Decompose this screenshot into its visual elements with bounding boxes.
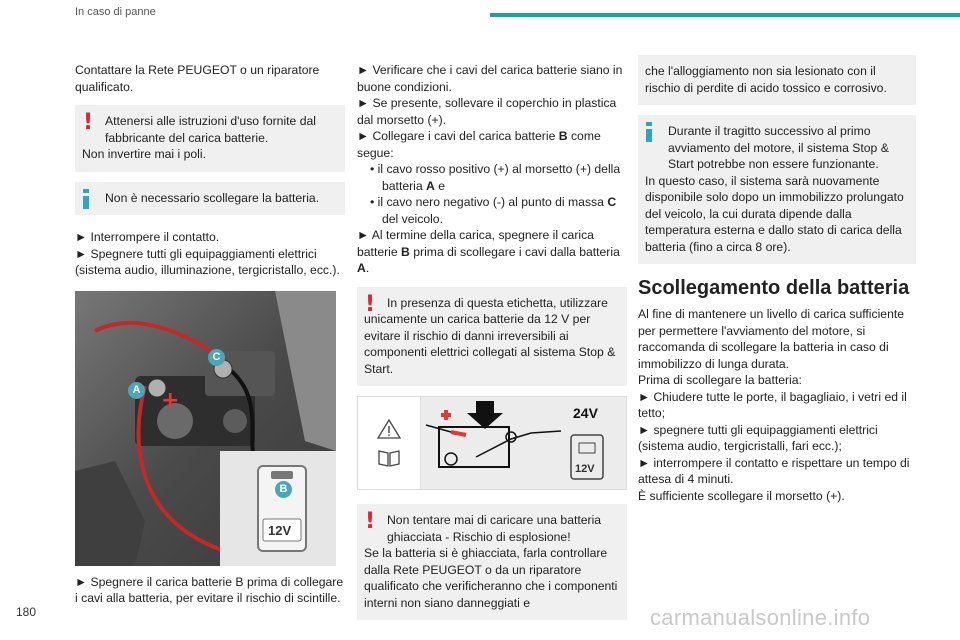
- manual-book-icon: [377, 449, 401, 467]
- label-c: C: [208, 349, 225, 366]
- body-text: Al fine di mantenere un livello di carica sufficiente per permettere l'avviamento del motore, si raccomanda di scollegare la batteria in caso di immobilizzo di lunga durata.: [638, 307, 905, 371]
- warning-box-12v: [357, 287, 627, 387]
- column-1: [75, 62, 345, 607]
- label-b: B: [275, 481, 292, 498]
- step-text: ► Spegnere tutti gli equipaggiamenti elettrici (sistema audio, illuminazione, tergicristallo, ecc.).: [75, 246, 340, 277]
- intro-text: Contattare la Rete PEUGEOT o un riparatore qualificato.: [75, 63, 320, 94]
- step-text: ► Verificare che i cavi del carica batterie siano in buone condizioni.: [357, 63, 623, 94]
- page-number: 180: [16, 605, 37, 619]
- warning-text: Se la batteria si è ghiacciata, farla controllare dalla Rete PEUGEOT o da un riparatore qualificato che verificheranno che i componenti interni non siano danneggiati e: [364, 546, 618, 610]
- warning-text: In presenza di questa etichetta, utilizzare unicamente un carica batterie da 12 V per evitare il rischio di danni irreversibili ai componenti elettrici collegati al sistema Stop & Start.: [364, 295, 616, 376]
- info-icon: [83, 189, 97, 211]
- bullet-item: • il cavo rosso positivo (+) al morsetto (+) della batteria A e: [370, 162, 621, 193]
- charger-voltage-label: 12V: [268, 522, 292, 538]
- info-text: In questo caso, il sistema sarà nuovamente disponibile solo dopo un immobilizzo prolungato del veicolo, la cui durata dipende dalla temperatura esterna e dallo stato di carica della batteria (fino a circa 8 ore).: [645, 173, 904, 254]
- warning-icon: !: [365, 509, 376, 534]
- step-text: ► Collegare i cavi del carica batterie B come segue:: [357, 129, 601, 160]
- step-text: ► Chiudere tutte le porte, il bagagliaio, i vetri ed il tetto;: [638, 389, 907, 420]
- bullet-item: • il cavo nero negativo (-) al punto di massa C del veicolo.: [370, 195, 617, 226]
- engine-bay-illustration: [75, 291, 336, 566]
- label-12v: 12V: [575, 463, 595, 475]
- label-a: A: [128, 382, 145, 399]
- running-header: In caso di panne: [75, 6, 156, 18]
- warning-text: Attenersi alle istruzioni d'uso fornite dal fabbricante del carica batterie.: [105, 114, 316, 145]
- column-2: [357, 62, 627, 630]
- info-box-stop-start: [638, 115, 916, 264]
- section-heading: Scollegamento della batteria: [638, 277, 910, 299]
- warning-icon: !: [365, 291, 376, 317]
- battery-charger-photo: [75, 291, 336, 566]
- watermark: carmanualsonline.info: [650, 605, 871, 630]
- body-text: Prima di scollegare la batteria:: [638, 373, 802, 387]
- info-text: Non è necessario scollegare la batteria.: [105, 190, 320, 205]
- body-text: È sufficiente scollegare il morsetto (+).: [638, 488, 845, 503]
- info-box-no-disconnect: [75, 182, 345, 216]
- label-24v: 24V: [573, 405, 598, 421]
- step-text: ► Spegnere il carica batterie B prima di collegare i cavi alla batteria, per evitare il rischio di scintille.: [75, 574, 344, 605]
- warning-text: Non invertire mai i poli.: [82, 147, 206, 161]
- warning-triangle-icon: [377, 419, 401, 439]
- column-3: [638, 55, 916, 504]
- warning-box-instructions: [75, 105, 345, 172]
- info-text: Durante il tragitto successivo al primo avviamento del motore, il sistema Stop & Start potrebbe non essere funzionante.: [668, 124, 889, 171]
- warning-icon: !: [83, 110, 94, 135]
- warning-text: che l'alloggiamento non sia lesionato con il rischio di perdite di acido tossico e corrosivo.: [645, 64, 887, 95]
- step-text: ► Al termine della carica, spegnere il carica batterie B prima di scollegare i cavi dalla batteria A.: [357, 228, 620, 275]
- label-graphic: [421, 397, 626, 489]
- step-text: ► interrompere il contatto e rispettare un tempo di attesa di 4 minuti.: [638, 455, 910, 486]
- header-accent-bar: [490, 13, 960, 17]
- warning-box-continuation: [638, 55, 916, 105]
- battery-voltage-label: [357, 396, 627, 490]
- label-icons: [358, 397, 421, 489]
- step-text: ► Interrompere il contatto.: [75, 230, 220, 244]
- step-text: ► spegnere tutti gli equipaggiamenti elettrici (sistema audio, tergicristalli, fari ecc.);: [638, 422, 878, 453]
- step-text: ► Se presente, sollevare il coperchio in plastica dal morsetto (+).: [357, 96, 617, 127]
- info-icon: [646, 122, 660, 144]
- warning-text: Non tentare mai di caricare una batteria ghiacciata - Rischio di esplosione!: [387, 513, 602, 544]
- svg-text:+: +: [161, 387, 180, 413]
- warning-box-frozen: [357, 504, 627, 620]
